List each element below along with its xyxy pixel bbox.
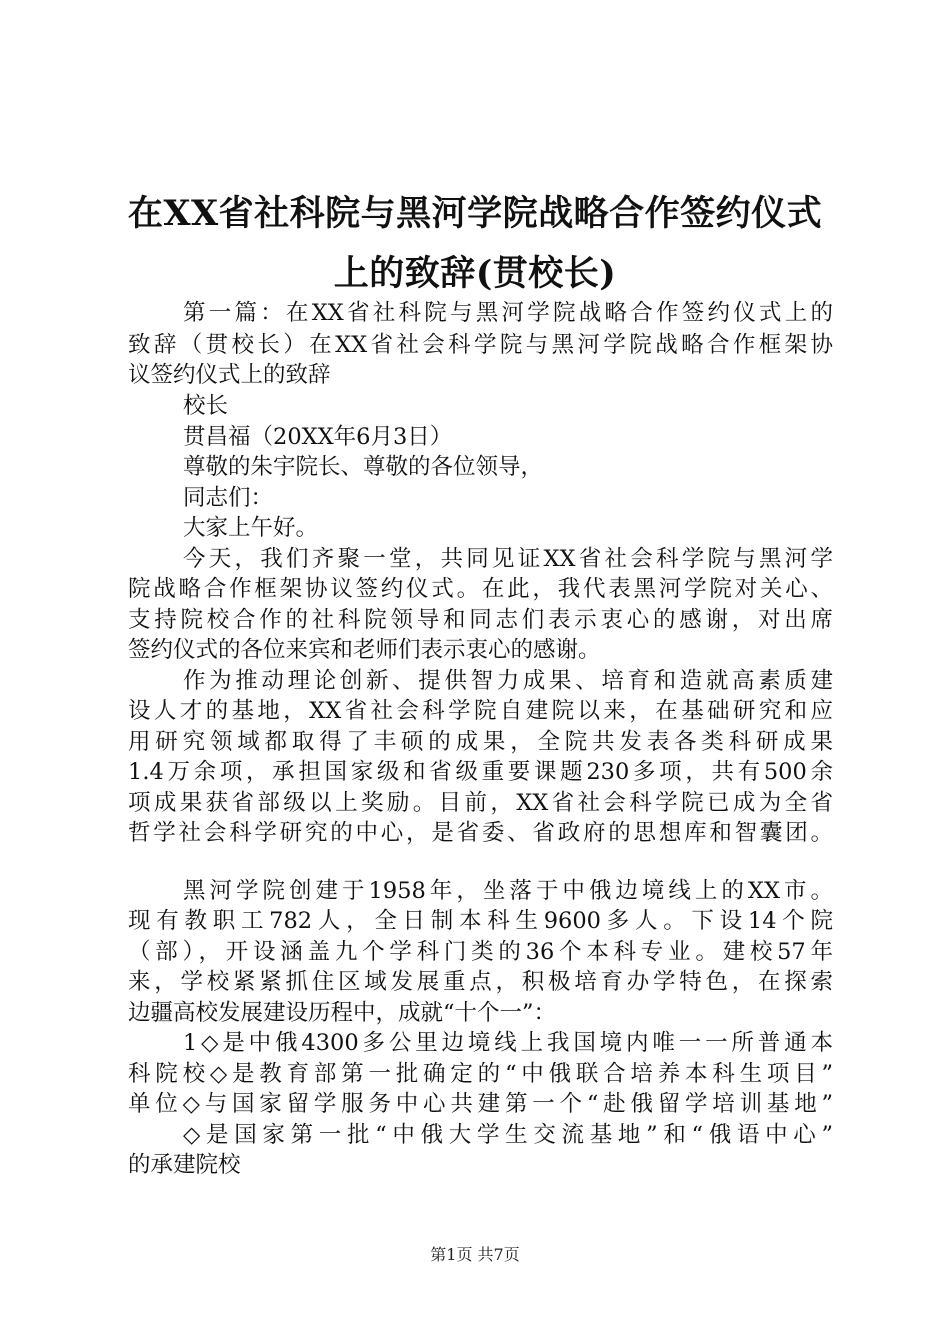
body-line: 科院校◇是教育部第一批确定的“中俄联合培养本科生项目” bbox=[128, 1061, 833, 1087]
body-line: 作为推动理论创新、提供智力成果、培育和造就高素质建 bbox=[183, 668, 833, 694]
body-line: 黑河学院创建于1958年，坐落于中俄边境线上的XX市。 bbox=[183, 878, 833, 904]
body-line: 今天，我们齐聚一堂，共同见证XX省社会科学院与黑河学 bbox=[183, 546, 833, 572]
document-title-line-1: 在XX省社科院与黑河学院战略合作签约仪式 bbox=[127, 193, 823, 234]
body-line: （部），开设涵盖九个学科门类的36个本科专业。建校57年 bbox=[128, 939, 833, 965]
body-line: 单位◇与国家留学服务中心共建第一个“赴俄留学培训基地” bbox=[128, 1091, 833, 1117]
body-line: 来，学校紧紧抓住区域发展重点，积极培育办学特色，在探索 bbox=[128, 969, 833, 995]
body-line: 哲学社会科学研究的中心，是省委、省政府的思想库和智囊团。 bbox=[128, 820, 833, 846]
body-line: 1◇是中俄4300多公里边境线上我国境内唯一一所普通本 bbox=[183, 1030, 833, 1056]
body-line: 设人才的基地，XX省社会科学院自建院以来，在基础研究和应 bbox=[128, 698, 833, 724]
body-line: 边疆高校发展建设历程中，成就“十个一”： bbox=[128, 1000, 557, 1026]
body-line: 尊敬的朱宇院长、尊敬的各位领导， bbox=[183, 454, 544, 480]
body-line: 支持院校合作的社科院领导和同志们表示衷心的感谢，对出席 bbox=[128, 607, 833, 633]
body-line: 校长 bbox=[183, 393, 229, 419]
body-line: 议签约仪式上的致辞 bbox=[128, 362, 331, 388]
body-line: 院战略合作框架协议签约仪式。在此，我代表黑河学院对关心、 bbox=[128, 576, 833, 602]
page-footer: 第1页 共7页 bbox=[430, 1245, 520, 1264]
body-line: 贯昌福（20XX年6月3日） bbox=[183, 424, 453, 450]
body-line: 同志们： bbox=[183, 485, 274, 511]
body-line: 的承建院校 bbox=[128, 1152, 241, 1178]
body-line: 签约仪式的各位来宾和老师们表示衷心的感谢。 bbox=[128, 637, 601, 663]
body-line: 第一篇：在XX省社科院与黑河学院战略合作签约仪式上的 bbox=[183, 300, 833, 326]
document-title-line-2: 上的致辞(贯校长) bbox=[333, 253, 617, 294]
body-line: 用研究领域都取得了丰硕的成果，全院共发表各类科研成果 bbox=[128, 729, 833, 755]
body-line: 现有教职工782人，全日制本科生9600多人。下设14个院 bbox=[128, 908, 833, 934]
body-line: 致辞（贯校长）在XX省社会科学院与黑河学院战略合作框架协 bbox=[128, 332, 833, 358]
body-line: 项成果获省部级以上奖励。目前，XX省社会科学院已成为全省 bbox=[128, 790, 833, 816]
body-line: 大家上午好。 bbox=[183, 515, 319, 541]
body-line: ◇是国家第一批“中俄大学生交流基地”和“俄语中心” bbox=[183, 1122, 833, 1148]
body-line: 1.4万余项，承担国家级和省级重要课题230多项，共有500余 bbox=[128, 759, 833, 785]
